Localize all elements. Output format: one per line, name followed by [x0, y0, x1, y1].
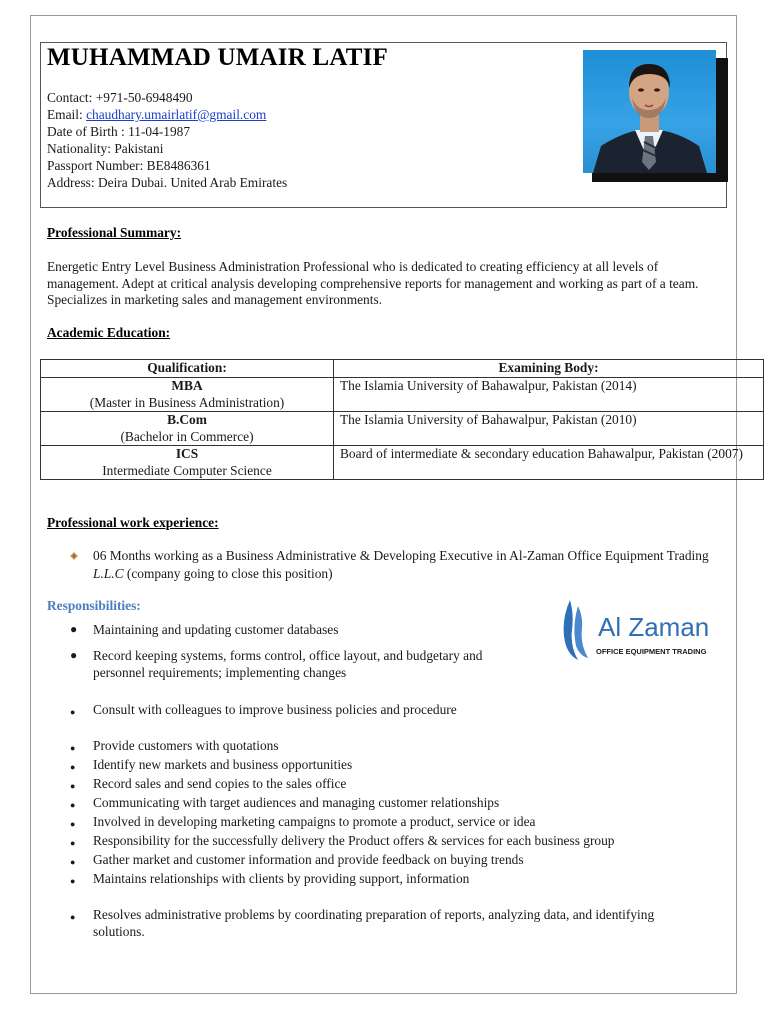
experience-text: 06 Months working as a Business Administrative & Developing Executive in Al-Zaman Office Equipment Trading [93, 548, 709, 563]
nationality: Nationality: Pakistani [47, 141, 164, 156]
contact-email-line [47, 106, 266, 123]
bullet-icon: ● [70, 781, 76, 791]
bullet-icon: ● [70, 912, 76, 922]
qualification-cell [41, 412, 334, 446]
bullet-icon: ● [70, 762, 76, 772]
column-header-qualification: Qualification: [41, 360, 334, 378]
bullet-icon: ● [70, 819, 76, 829]
experience-heading: Professional work experience: [47, 515, 219, 530]
table-row [41, 412, 764, 446]
education-heading: Academic Education: [47, 325, 171, 340]
candidate-name: MUHAMMAD UMAIR LATIF [47, 44, 388, 71]
table-header-row [41, 360, 764, 378]
address: Address: Deira Dubai. United Arab Emirates [47, 175, 288, 190]
degree-full-name: (Master in Business Administration) [89, 394, 285, 410]
examining-body-cell: The Islamia University of Bahawalpur, Pakistan (2010) [334, 412, 764, 446]
qualification-cell [41, 446, 334, 480]
degree-name: MBA [171, 378, 203, 393]
degree-full-name: (Bachelor in Commerce) [120, 428, 254, 444]
degree-full-name: Intermediate Computer Science [102, 462, 272, 478]
bullet-icon: ● [70, 838, 76, 848]
column-header-examining-body: Examining Body: [334, 360, 764, 378]
bullet-icon: ● [70, 876, 76, 886]
bullet-icon: ● [70, 743, 76, 753]
degree-name: B.Com [167, 412, 207, 427]
qualification-cell [41, 378, 334, 412]
email-link[interactable]: chaudhary.umairlatif@gmail.com [86, 107, 267, 122]
summary-heading: Professional Summary: [47, 225, 182, 240]
profile-photo [583, 50, 716, 173]
table-row [41, 378, 764, 412]
examining-body-cell: The Islamia University of Bahawalpur, Pakistan (2014) [334, 378, 764, 412]
contact-phone: Contact: +971-50-6948490 [47, 90, 193, 105]
al-zaman-logo [556, 596, 716, 662]
examining-body-cell: Board of intermediate & secondary education Bahawalpur, Pakistan (2007) [334, 446, 764, 480]
bullet-icon: ● [70, 857, 76, 867]
company-suffix: L.L.C [93, 565, 124, 581]
responsibilities-heading: Responsibilities: [47, 598, 141, 613]
experience-note: (company going to close this position) [123, 565, 333, 581]
experience-item [93, 547, 722, 582]
education-table [40, 359, 764, 480]
passport-number: Passport Number: BE8486361 [47, 158, 211, 173]
email-label: Email: [47, 107, 87, 122]
table-row [41, 446, 764, 480]
bullet-icon: ● [70, 622, 78, 636]
bullet-icon: ● [70, 648, 78, 662]
degree-name: ICS [175, 446, 199, 461]
bullet-icon: ● [70, 707, 76, 717]
logo-tagline: OFFICE EQUIPMENT TRADING [596, 647, 707, 656]
date-of-birth: Date of Birth : 11-04-1987 [47, 124, 191, 139]
summary-text: Energetic Entry Level Business Administration Professional who is dedicated to creating efficiency at all levels of management. Adept at critical analysis developing comprehensive reports for management and working as part of a team. Specializes in marketing sales and management environments. [47, 259, 699, 307]
diamond-bullet-icon [70, 552, 78, 560]
bullet-icon: ● [70, 800, 76, 810]
logo-name: Al Zaman [598, 612, 710, 642]
